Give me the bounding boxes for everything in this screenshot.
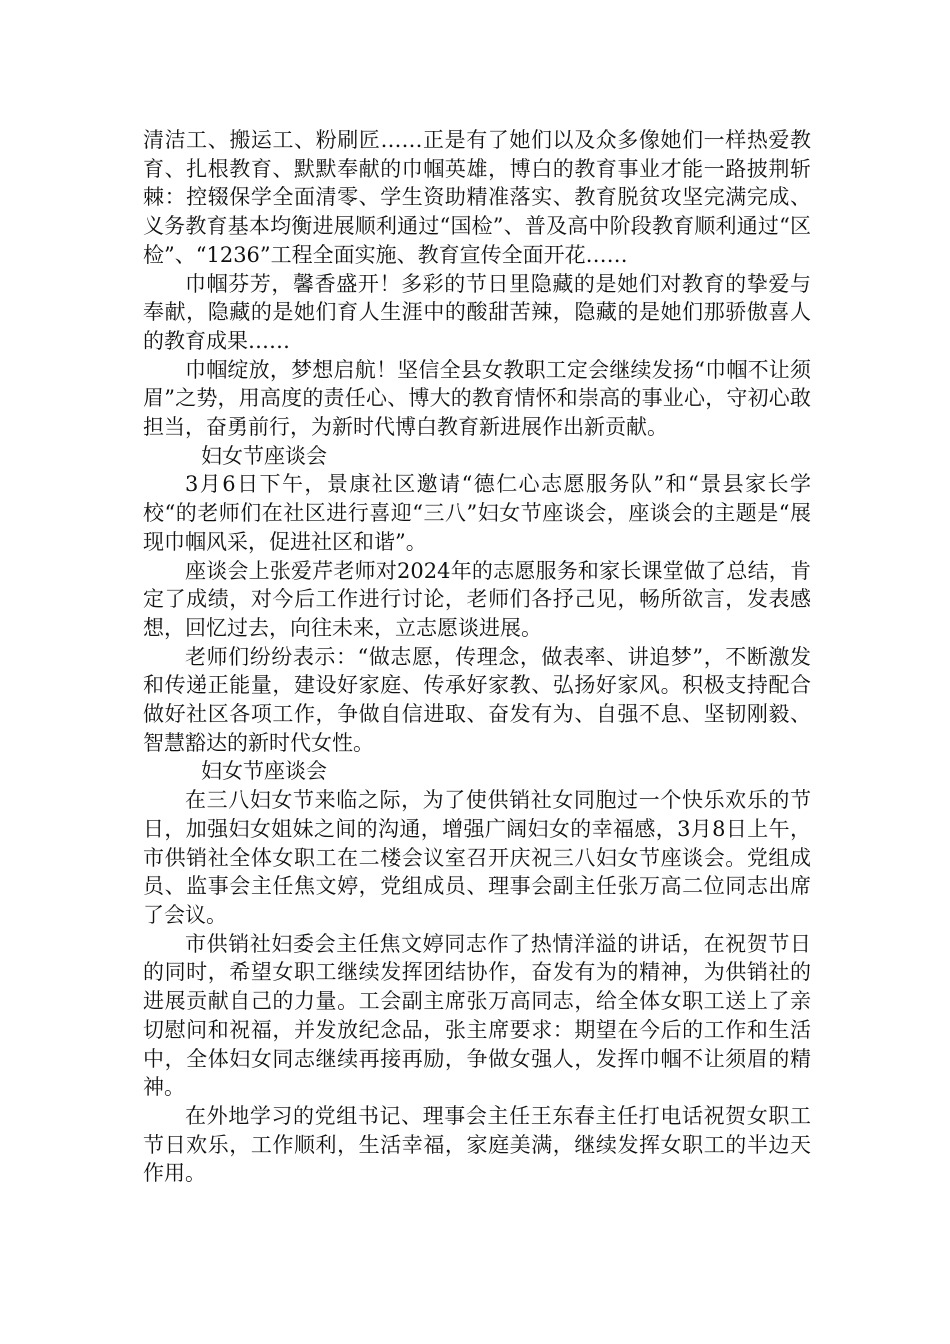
paragraph: 市供销社妇委会主任焦文婷同志作了热情洋溢的讲话，在祝贺节日的同时，希望女职工继续发挥团结协作，奋发有为的精神，为供销社的进展贡献自己的力量。工会副主席张万高同志，给全体女职工送上了亲切慰问和祝福，并发放纪念品，张主席要求：期望在今后的工作和生活中，全体妇女同志继续再接再励，争做女强人，发挥巾帼不让须眉的精神。 [143,931,811,1100]
paragraph: 老师们纷纷表示：“做志愿，传理念，做表率、讲追梦”，不断激发和传递正能量，建设好家庭、传承好家教、弘扬好家风。积极支持配合做好社区各项工作，争做自信进取、奋发有为、自强不息、坚韧刚毅、智慧豁达的新时代女性。 [143,644,811,755]
paragraph: 在三八妇女节来临之际，为了使供销社女同胞过一个快乐欢乐的节日，加强妇女姐妹之间的沟通，增强广阔妇女的幸福感，3月8日上午，市供销社全体女职工在二楼会议室召开庆祝三八妇女节座谈会。党组成员、监事会主任焦文婷，党组成员、理事会副主任张万高二位同志出席了会议。 [143,788,811,927]
paragraph: 3月6日下午，景康社区邀请“德仁心志愿服务队”和“景县家长学校“的老师们在社区进行喜迎“三八”妇女节座谈会，座谈会的主题是“展现巾帼风采，促进社区和谐”。 [143,472,811,554]
paragraph: 在外地学习的党组书记、理事会主任王东春主任打电话祝贺女职工节日欢乐，工作顺利，生活幸福，家庭美满，继续发挥女职工的半边天作用。 [143,1103,811,1186]
paragraph: 座谈会上张爱芹老师对2024年的志愿服务和家长课堂做了总结，肯定了成绩，对今后工作进行讨论，老师们各抒己见，畅所欲言，发表感想，回忆过去，向往未来，立志愿谈进展。 [143,558,811,640]
section-heading: 妇女节座谈会 [201,443,327,468]
paragraph: 巾帼芬芳，馨香盛开！多彩的节日里隐藏的是她们对教育的挚爱与奉献，隐藏的是她们育人生涯中的酸甜苦辣，隐藏的是她们那骄傲喜人的教育成果…… [143,271,811,353]
document-body [143,126,811,1188]
paragraph-continuation: 清洁工、搬运工、粉刷匠……正是有了她们以及众多像她们一样热爱教育、扎根教育、默默奉献的巾帼英雄，博白的教育事业才能一路披荆斩棘：控辍保学全面清零、学生资助精准落实、教育脱贫攻坚完满完成、义务教育基本均衡进展顺利通过“国检”、普及高中阶段教育顺利通过“区检”、“1236”工程全面实施、教育宣传全面开花…… [143,128,811,267]
paragraph: 巾帼绽放，梦想启航！坚信全县女教职工定会继续发扬“巾帼不让须眉”之势，用高度的责任心、博大的教育情怀和崇高的事业心，守初心敢担当，奋勇前行，为新时代博白教育新进展作出新贡献。 [143,357,811,440]
section-heading: 妇女节座谈会 [201,759,327,784]
